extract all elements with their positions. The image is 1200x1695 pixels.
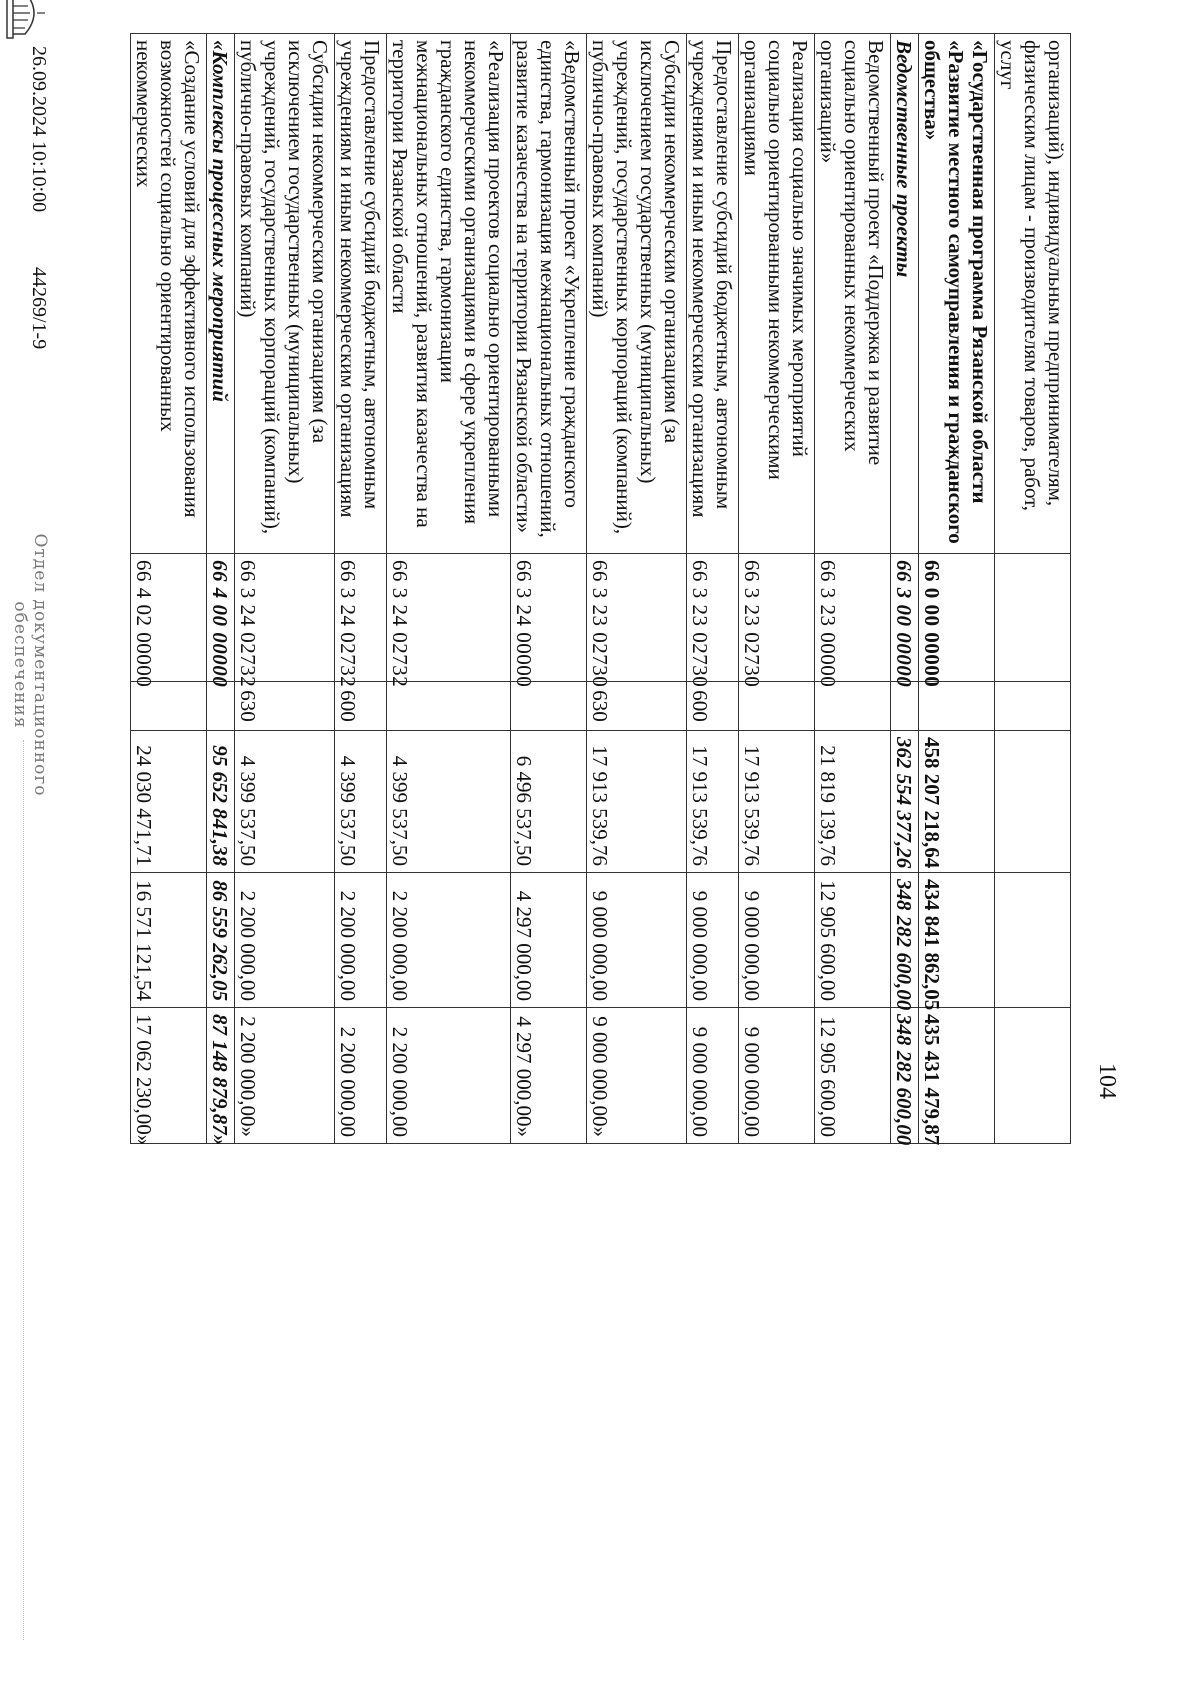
row-expense-type-cell	[511, 682, 587, 731]
row-2026-cell: 9 000 000,00»	[587, 1008, 687, 1144]
table-row	[207, 34, 235, 1144]
row-expense-type-cell	[739, 682, 815, 731]
table-row	[815, 34, 891, 1144]
table-row	[335, 34, 387, 1144]
row-2025-cell: 2 200 000,00	[235, 873, 335, 1008]
row-name-cell: «Реализация проектов социально ориентированными некоммерческими организациями в сфере укрепления гражданского единства, гармонизации межнациональных отношений, развития казачества на территории Рязанской области	[387, 34, 511, 554]
row-2026-cell	[995, 1008, 1071, 1144]
table-row	[739, 34, 815, 1144]
row-2024-cell: 4 399 537,50	[235, 731, 335, 873]
table-row	[891, 34, 919, 1144]
row-name-cell: «Ведомственный проект «Укрепление гражданского единства, гармонизация межнациональных отношений, развитие казачества на территории Рязанской области»	[511, 34, 587, 554]
table-row	[587, 34, 687, 1144]
footer-date: 26.09.2024 10:10:00	[28, 46, 50, 213]
row-code-cell: 66 0 00 00000	[919, 554, 995, 682]
row-code-cell: 66 3 00 00000	[891, 554, 919, 682]
row-2026-cell: 4 297 000,00»	[511, 1008, 587, 1144]
row-2025-cell: 2 200 000,00	[387, 873, 511, 1008]
row-name-cell: «Государственная программа Рязанской области «Развитие местного самоуправления и гражданского общества»	[919, 34, 995, 554]
row-2025-cell: 348 282 600,00	[891, 873, 919, 1008]
row-2026-cell: 87 148 879,87»	[207, 1008, 235, 1144]
row-2025-cell: 2 200 000,00	[335, 873, 387, 1008]
row-2026-cell: 2 200 000,00»	[235, 1008, 335, 1144]
table-row	[235, 34, 335, 1144]
row-2025-cell: 86 559 262,05	[207, 873, 235, 1008]
row-2025-cell: 9 000 000,00	[687, 873, 739, 1008]
row-expense-type-cell: 600	[335, 682, 387, 731]
row-expense-type-cell: 600	[687, 682, 739, 731]
row-expense-type-cell	[207, 682, 235, 731]
stamp-line-2: обеспечения	[10, 601, 30, 729]
row-2024-cell: 17 913 539,76	[587, 731, 687, 873]
row-code-cell: 66 3 24 02732	[235, 554, 335, 682]
row-code-cell: 66 3 24 02732	[387, 554, 511, 682]
row-2024-cell	[995, 731, 1071, 873]
row-2024-cell: 4 399 537,50	[387, 731, 511, 873]
row-code-cell: 66 3 23 02730	[739, 554, 815, 682]
page-number: 104	[1094, 1063, 1120, 1099]
row-code-cell: 66 3 23 02730	[587, 554, 687, 682]
row-2024-cell: 95 652 841,38	[207, 731, 235, 873]
table-row	[687, 34, 739, 1144]
row-2026-cell: 9 000 000,00	[687, 1008, 739, 1144]
row-name-cell: Предоставление субсидий бюджетным, автономным учреждениям и иным некоммерческим организациям	[335, 34, 387, 554]
row-2025-cell: 12 905 600,00	[815, 873, 891, 1008]
table-row	[511, 34, 587, 1144]
row-name-cell: Субсидии некоммерческим организациям (за исключением государственных (муниципальных) учреждений, государственных корпораций (компаний), публично-правовых компаний)	[235, 34, 335, 554]
row-name-cell: «Комплексы процессных мероприятий	[207, 34, 235, 554]
row-code-cell: 66 4 00 00000	[207, 554, 235, 682]
row-expense-type-cell	[131, 682, 207, 731]
row-code-cell: 66 3 23 00000	[815, 554, 891, 682]
row-expense-type-cell	[815, 682, 891, 731]
row-2025-cell: 16 571 121,54	[131, 873, 207, 1008]
table-row	[387, 34, 511, 1144]
row-2026-cell: 2 200 000,00	[387, 1008, 511, 1144]
row-name-cell: Реализация социально значимых мероприятий социально ориентированными некоммерческими организациями	[739, 34, 815, 554]
row-name-cell: Ведомственный проект «Поддержка и развитие социально ориентированных некоммерческих организаций»	[815, 34, 891, 554]
row-2024-cell: 17 913 539,76	[739, 731, 815, 873]
row-2026-cell: 435 431 479,87	[919, 1008, 995, 1144]
row-code-cell: 66 3 23 02730	[687, 554, 739, 682]
table-row	[131, 34, 207, 1144]
budget-table	[130, 33, 1071, 1144]
row-2025-cell: 4 297 000,00	[511, 873, 587, 1008]
row-2024-cell: 24 030 471,71	[131, 731, 207, 873]
row-2024-cell: 4 399 537,50	[335, 731, 387, 873]
row-2025-cell: 9 000 000,00	[587, 873, 687, 1008]
row-expense-type-cell	[387, 682, 511, 731]
row-name-cell: «Создание условий для эффективного использования возможностей социально ориентированных некоммерческих	[131, 34, 207, 554]
row-expense-type-cell	[995, 682, 1071, 731]
row-2025-cell	[995, 873, 1071, 1008]
row-name-cell: организаций), индивидуальным предпринимателям, физическим лицам - производителям товаров, работ, услуг	[995, 34, 1071, 554]
row-2024-cell: 17 913 539,76	[687, 731, 739, 873]
row-2025-cell: 434 841 862,05	[919, 873, 995, 1008]
row-expense-type-cell: 630	[235, 682, 335, 731]
row-2024-cell: 362 554 377,26	[891, 731, 919, 873]
row-2026-cell: 2 200 000,00	[335, 1008, 387, 1144]
row-name-cell: Субсидии некоммерческим организациям (за исключением государственных (муниципальных) учреждений, государственных корпораций (компаний), публично-правовых компаний)	[587, 34, 687, 554]
table-row	[919, 34, 995, 1144]
duma-emblem-icon	[3, 0, 47, 42]
row-expense-type-cell	[891, 682, 919, 731]
row-name-cell: Ведомственные проекты	[891, 34, 919, 554]
department-stamp	[10, 530, 50, 800]
table-row	[995, 34, 1071, 1144]
stamp-line-1: Отдел документационного	[30, 533, 50, 797]
row-code-cell	[995, 554, 1071, 682]
row-2025-cell: 9 000 000,00	[739, 873, 815, 1008]
row-2026-cell: 9 000 000,00	[739, 1008, 815, 1144]
row-2026-cell: 17 062 230,00»	[131, 1008, 207, 1144]
row-2026-cell: 348 282 600,00	[891, 1008, 919, 1144]
scan-edge-dots	[21, 740, 24, 1640]
row-code-cell: 66 3 24 00000	[511, 554, 587, 682]
row-code-cell: 66 3 24 02732	[335, 554, 387, 682]
row-2024-cell: 21 819 139,76	[815, 731, 891, 873]
row-2024-cell: 6 496 537,50	[511, 731, 587, 873]
row-2024-cell: 458 207 218,64	[919, 731, 995, 873]
budget-table-body	[131, 34, 1071, 1144]
row-2026-cell: 12 905 600,00	[815, 1008, 891, 1144]
row-code-cell: 66 4 02 00000	[131, 554, 207, 682]
row-expense-type-cell	[919, 682, 995, 731]
row-name-cell: Предоставление субсидий бюджетным, автономным учреждениям и иным некоммерческим организациям	[687, 34, 739, 554]
row-expense-type-cell: 630	[587, 682, 687, 731]
footer-doc-code: 44269/1-9	[28, 267, 50, 350]
